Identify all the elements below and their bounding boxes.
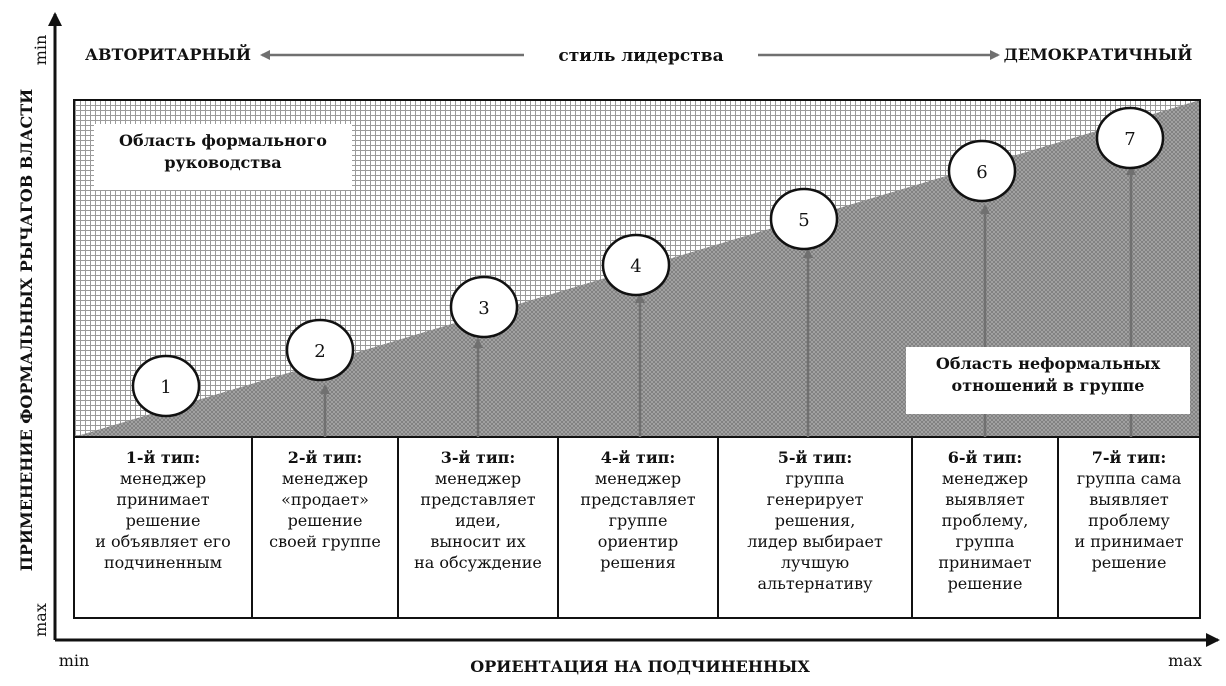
type-5-title: 5-й тип:	[777, 448, 853, 467]
type-3-title: 3-й тип:	[440, 448, 516, 467]
x-axis-min-label: min	[58, 651, 90, 670]
marker-1-label: 1	[160, 377, 172, 398]
type-cell-2	[252, 437, 398, 618]
type-4-description: менеджер представляет группе ориентир решения	[580, 469, 696, 572]
marker-6	[949, 141, 1015, 201]
type-5-description: группа генерирует решения, лидер выбирает лучшую альтернативу	[747, 469, 883, 593]
style-axis-title: стиль лидерства	[558, 46, 724, 66]
y-axis-max-label: min	[31, 34, 50, 66]
marker-7-label: 7	[1124, 129, 1136, 150]
type-2-title: 2-й тип:	[287, 448, 363, 467]
type-2-description: менеджер «продает» решение своей группе	[269, 469, 381, 551]
marker-7	[1097, 108, 1163, 168]
y-axis-min-label: max	[31, 603, 50, 637]
type-6-title: 6-й тип:	[947, 448, 1023, 467]
marker-3-label: 3	[478, 298, 490, 319]
type-6-description: менеджер выявляет проблему, группа принимает решение	[938, 469, 1032, 593]
type-4-title: 4-й тип:	[600, 448, 676, 467]
type-cell-1	[74, 437, 252, 618]
marker-1	[133, 356, 199, 416]
x-axis-title: ОРИЕНТАЦИЯ НА ПОДЧИНЕННЫХ	[470, 657, 810, 676]
marker-4-label: 4	[630, 256, 642, 277]
type-1-title: 1-й тип:	[125, 448, 201, 467]
marker-5-label: 5	[798, 210, 810, 231]
type-cell-5	[718, 437, 912, 618]
style-democratic-label: ДЕМОКРАТИЧНЫЙ	[1003, 45, 1193, 64]
type-cell-4	[558, 437, 718, 618]
type-7-title: 7-й тип:	[1091, 448, 1167, 467]
marker-2-label: 2	[314, 341, 326, 362]
type-cell-7	[1058, 437, 1200, 618]
type-1-description: менеджер принимает решение и объявляет его подчиненным	[95, 469, 231, 572]
x-axis-max-label: max	[1168, 651, 1202, 670]
marker-3	[451, 277, 517, 337]
type-3-description: менеджер представляет идеи, выносит их на обсуждение	[414, 469, 542, 572]
style-authoritarian-label: АВТОРИТАРНЫЙ	[85, 45, 251, 64]
marker-5	[771, 189, 837, 249]
type-cell-6	[912, 437, 1058, 618]
marker-4	[603, 235, 669, 295]
marker-2	[287, 320, 353, 380]
y-axis-title: ПРИМЕНЕНИЕ ФОРМАЛЬНЫХ РЫЧАГОВ ВЛАСТИ	[17, 88, 36, 572]
marker-6-label: 6	[976, 162, 988, 183]
type-cell-3	[398, 437, 558, 618]
formal-region-label: Область формального руководства	[94, 124, 352, 190]
informal-region-label: Область неформальных отношений в группе	[906, 347, 1190, 414]
type-7-description: группа сама выявляет проблему и принимает решение	[1074, 469, 1184, 572]
